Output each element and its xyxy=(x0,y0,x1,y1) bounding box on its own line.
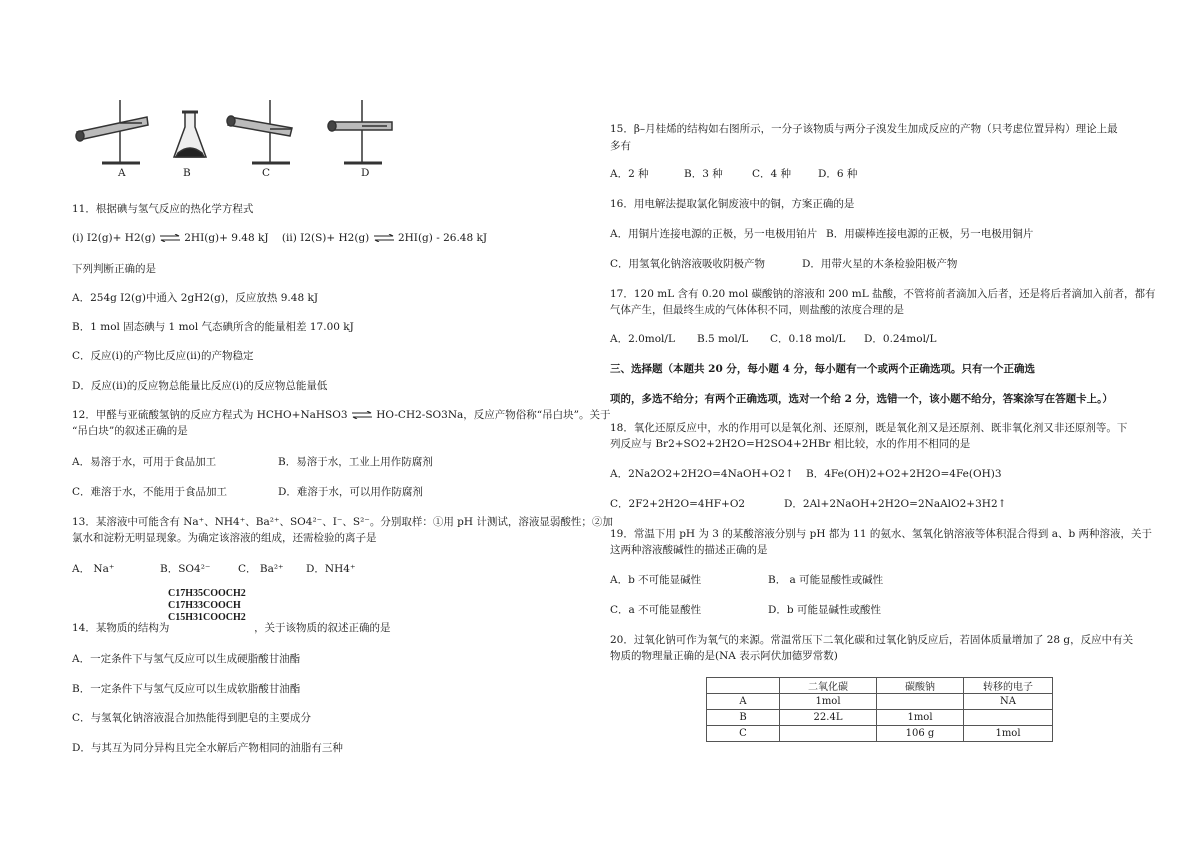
q11-eq-i-label: (i) xyxy=(72,232,84,244)
table-cell xyxy=(877,694,964,710)
q19-line2: 这两种溶液酸碱性的描述正确的是 xyxy=(610,544,768,556)
q17-option-c: C．0.18 mol/L xyxy=(770,333,846,345)
table-header-cell: 转移的电子 xyxy=(964,678,1053,694)
figure-label-a: A xyxy=(118,167,126,179)
q16-option-b: B．用碳棒连接电源的正极，另一电极用铜片 xyxy=(826,228,1034,240)
q17-line2: 气体产生，但最终生成的气体体积不同，则盐酸的浓度合理的是 xyxy=(610,304,904,316)
q14-structure-formula xyxy=(168,588,246,624)
q11-prompt: 下列判断正确的是 xyxy=(72,263,156,275)
q11-option-c: C．反应(i)的产物比反应(ii)的产物稳定 xyxy=(72,350,254,362)
q13-line2: 氯水和淀粉无明显现象。为确定该溶液的组成，还需检验的离子是 xyxy=(72,532,377,544)
q11-option-b: B．1 mol 固态碘与 1 mol 气态碘所含的能量相差 17.00 kJ xyxy=(72,321,354,333)
q18-line2: 列反应与 Br2+SO2+2H2O=H2SO4+2HBr 相比较，水的作用不相同的是 xyxy=(610,438,971,450)
q12-line1-tail: HO-CH2-SO3Na，反应产物俗称“吊白块”。关于 xyxy=(376,409,611,421)
formula-line-2: C17H33COOCH xyxy=(168,600,241,611)
table-cell xyxy=(780,726,877,742)
q20-line1: 20．过氧化钠可作为氧气的来源。常温常压下二氧化碳和过氧化钠反应后，若固体质量增加了 28 g，反应中有关 xyxy=(610,634,1134,646)
q19-option-c: C．a 不可能显酸性 xyxy=(610,604,702,616)
q11-eq-i-right: 2HI(g)+ 9.48 kJ xyxy=(184,232,269,244)
equilibrium-arrow-icon xyxy=(159,234,181,242)
q14-stem xyxy=(72,621,391,635)
table-cell: 106 g xyxy=(877,726,964,742)
formula-line-1: C17H35COOCH2 xyxy=(168,588,246,599)
q18-option-c: C．2F2+2H2O=4HF+O2 xyxy=(610,498,746,510)
figure-label-d: D xyxy=(361,167,370,179)
q16-option-c: C．用氢氧化钠溶液吸收阴极产物 xyxy=(610,258,766,270)
q11-eq-ii-right: 2HI(g) - 26.48 kJ xyxy=(397,232,488,244)
q14-option-d: D．与其互为同分异构且完全水解后产物相同的油脂有三种 xyxy=(72,742,343,754)
table-cell: 1mol xyxy=(964,726,1053,742)
q15-line2: 多有 xyxy=(610,140,631,152)
section3-header-line2: 项的，多选不给分；有两个正确选项，选对一个给 2 分，选错一个，该小题不给分，答案涂写在答题卡上。） xyxy=(610,393,1113,405)
table-row xyxy=(707,694,1053,710)
q17-line1: 17．120 mL 含有 0.20 mol 碳酸钠的溶液和 200 mL 盐酸，不管将前者滴加入后者，还是将后者滴加入前者，都有 xyxy=(610,288,1156,300)
table-cell: NA xyxy=(964,694,1053,710)
q15-option-b: B．3 种 xyxy=(684,168,723,180)
table-cell: 1mol xyxy=(877,710,964,726)
q15-option-a: A．2 种 xyxy=(610,168,649,180)
q12-option-b: B．易溶于水，工业上用作防腐剂 xyxy=(278,456,433,468)
q18-line1: 18．氧化还原反应中，水的作用可以是氧化剂、还原剂，既是氧化剂又是还原剂、既非氧化剂又非还原剂等。下 xyxy=(610,422,1128,434)
table-row xyxy=(707,726,1053,742)
q14-stem-head: 14．某物质的结构为 xyxy=(72,622,170,634)
equilibrium-arrow-icon xyxy=(351,411,373,419)
q20-data-table xyxy=(706,677,1053,742)
q15-option-c: C．4 种 xyxy=(752,168,792,180)
q17-option-d: D．0.24mol/L xyxy=(864,333,937,345)
figure-label-b: B xyxy=(183,167,191,179)
q18-option-a: A．2Na2O2+2H2O=4NaOH+O2↑ xyxy=(610,468,794,480)
table-header-row xyxy=(707,678,1053,694)
q17-option-a: A．2.0mol/L xyxy=(610,333,675,345)
q15-option-d: D．6 种 xyxy=(818,168,858,180)
q16-stem: 16．用电解法提取氯化铜废液中的铜，方案正确的是 xyxy=(610,198,855,210)
table-cell: A xyxy=(707,694,780,710)
q11-equations xyxy=(72,231,487,245)
table-header-cell: 碳酸钠 xyxy=(877,678,964,694)
q13-option-b: B．SO4²⁻ xyxy=(160,563,211,575)
q14-option-b: B．一定条件下与氢气反应可以生成软脂酸甘油酯 xyxy=(72,683,301,695)
q13-option-d: D．NH4⁺ xyxy=(306,563,356,575)
table-cell xyxy=(964,710,1053,726)
table-header-cell: 二氧化碳 xyxy=(780,678,877,694)
q18-option-b: B．4Fe(OH)2+O2+2H2O=4Fe(OH)3 xyxy=(806,468,1002,480)
q16-option-a: A．用铜片连接电源的正极，另一电极用铂片 xyxy=(610,228,818,240)
figure-label-c: C xyxy=(262,167,271,179)
equilibrium-arrow-icon xyxy=(373,234,395,242)
q19-line1: 19．常温下用 pH 为 3 的某酸溶液分别与 pH 都为 11 的氨水、氢氧化钠溶液等体积混合得到 a、b 两种溶液，关于 xyxy=(610,528,1153,540)
table-cell: 1mol xyxy=(780,694,877,710)
q11-stem: 11．根据碘与氢气反应的热化学方程式 xyxy=(72,203,254,215)
q14-stem-tail: ，关于该物质的叙述正确的是 xyxy=(254,622,391,634)
formula-line-3: C15H31COOCH2 xyxy=(168,612,246,623)
q18-option-d: D．2Al+2NaOH+2H2O=2NaAlO2+3H2↑ xyxy=(784,498,1007,510)
q13-option-c: C． Ba²⁺ xyxy=(238,563,284,575)
q12-option-a: A．易溶于水，可用于食品加工 xyxy=(72,456,217,468)
q12-line1-head: 12．甲醛与亚硫酸氢钠的反应方程式为 HCHO+NaHSO3 xyxy=(72,409,348,421)
q11-eq-i-left: I2(g)+ H2(g) xyxy=(86,232,156,244)
table-cell: C xyxy=(707,726,780,742)
q15-line1: 15．β–月桂烯的结构如右图所示，一分子该物质与两分子溴发生加成反应的产物（只考虑位置异构）理论上最 xyxy=(610,123,1118,135)
table-cell: B xyxy=(707,710,780,726)
q19-option-d: D．b 可能显碱性或酸性 xyxy=(768,604,881,616)
q11-eq-ii-label: (ii) I2(S)+ H2(g) xyxy=(281,232,370,244)
table-cell: 22.4L xyxy=(780,710,877,726)
section3-header-line1: 三、选择题（本题共 20 分，每小题 4 分，每小题有一个或两个正确选项。只有一个正确选 xyxy=(610,363,1036,375)
q13-option-a: A． Na⁺ xyxy=(72,563,115,575)
q17-option-b: B.5 mol/L xyxy=(697,333,749,345)
q13-line1: 13．某溶液中可能含有 Na⁺、NH4⁺、Ba²⁺、SO4²⁻、I⁻、S²⁻。分别取样：①用 pH 计测试，溶液显弱酸性；②加 xyxy=(72,516,613,528)
q16-option-d: D．用带火星的木条检验阳极产物 xyxy=(802,258,958,270)
q12-option-d: D．难溶于水，可以用作防腐剂 xyxy=(278,486,423,498)
table-row xyxy=(707,710,1053,726)
q20-line2: 物质的物理量正确的是(NA 表示阿伏加德罗常数) xyxy=(610,650,838,662)
table-header-cell xyxy=(707,678,780,694)
q14-option-c: C．与氢氧化钠溶液混合加热能得到肥皂的主要成分 xyxy=(72,712,312,724)
q19-option-a: A．b 不可能显碱性 xyxy=(610,574,702,586)
q11-option-d: D．反应(ii)的反应物总能量比反应(i)的反应物总能量低 xyxy=(72,380,328,392)
q12-option-c: C．难溶于水，不能用于食品加工 xyxy=(72,486,228,498)
q14-option-a: A．一定条件下与氢气反应可以生成硬脂酸甘油酯 xyxy=(72,653,301,665)
q12-line1 xyxy=(72,408,611,422)
q12-line2: “吊白块”的叙述正确的是 xyxy=(72,425,188,437)
q11-option-a: A．254g I2(g)中通入 2gH2(g)，反应放热 9.48 kJ xyxy=(72,292,319,304)
q19-option-b: B． a 可能显酸性或碱性 xyxy=(768,574,884,586)
